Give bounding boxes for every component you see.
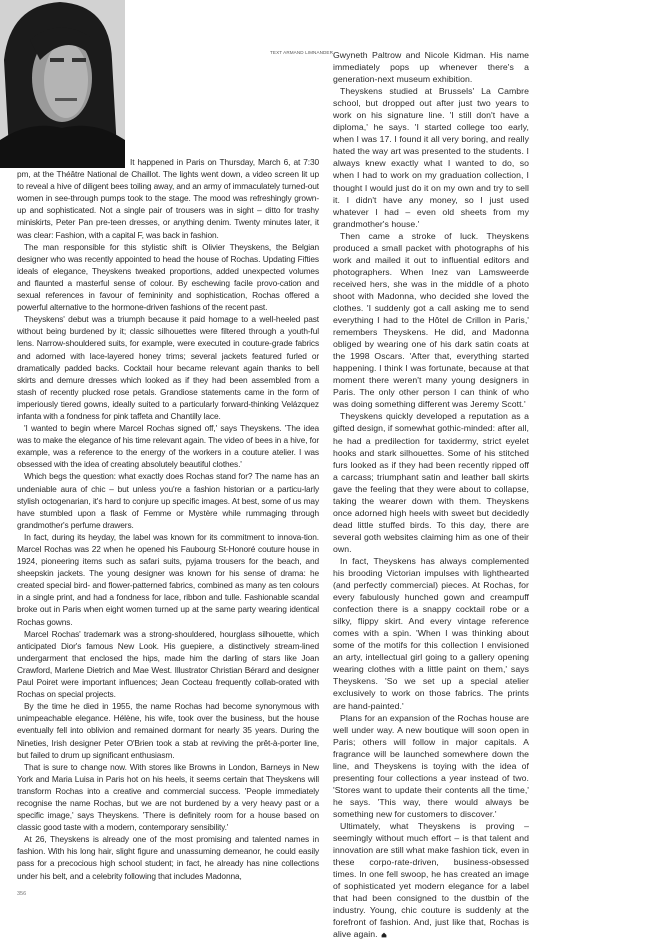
article-paragraph: Theyskens' debut was a triumph because it paid homage to a well-heeled past without being burdened by it; classic silhouettes were filtered through a youth-ful lens. Narrow-shouldered suits, for example, were executed in couture-grade fabrics and adorned with lace-layered honey trims; several jackets featured furled or dramatically padded backs. Cocktail hour became relevant again thanks to bell skirts and demure dresses which looked as if they had been assembled from a stash of recently plucked rose petals. Grandiose statements came in the form of imperiously tiered gowns, ideally suited to a particularly forward-thinking Velázquez infanta with a fondness for pink taffeta and Chantilly lace.: [17, 314, 319, 421]
article-paragraph: Then came a stroke of luck. Theyskens produced a small packet with photographs of his work and mailed it out to influential editors and photographers. When Inez van Lamsweerde received hers, she was in the middle of a photo shoot with Madonna, who decided she loved the clothes. 'I suddenly got a call asking me to send everything I had to the Hôtel de Crillon in Paris,' remembers Theyskens. He did, and Madonna obliged by wearing one of his dark satin coats at the 1998 Oscars. 'After that, everything started happening. I think I was fortunate, because at that moment there weren't many young designers in Paris. The only other person I can think of who was doing something different was Jeremy Scott.': [333, 230, 529, 410]
end-mark-icon: [381, 932, 387, 938]
article-right-column: [333, 49, 529, 940]
article-paragraph: In fact, Theyskens has always complemented his brooding Victorian impulses with lighthearted (and perfectly commercial) pieces. At Rochas, for every fabulously hunched gown and creampuff confection there is a snappy cocktail robe or a silky, flippy skirt. And every vintage reference comes with a spin. 'When I was thinking about some of the motifs for this collection I envisioned an arty, intellectual girl going to a gallery opening wearing clothes with a little paint on them,' says Theyskens. 'So we set up a special atelier exclusively to work on those fabrics. The prints are hand-painted.': [333, 555, 529, 711]
portrait-photo: [0, 0, 125, 168]
portrait-image: [0, 0, 125, 168]
author-credit: TEXT ARMAND LIMNANDER: [270, 50, 334, 55]
article-paragraph: Which begs the question: what exactly does Rochas stand for? The name has an undeniable aura of chic – but unless you're a fashion historian or a particu-larly stylish octogenarian, it's hard to conjure up specific images. At best, some of us may have stumbled upon a flask of Femme or Mystère while rummaging through grandmother's perfume drawers.: [17, 471, 319, 530]
article-paragraph: At 26, Theyskens is already one of the most promising and talented names in fashion. With his long hair, slight figure and unassuming demeanor, he could easily pass for a precocious high school student; in fact, he already has nine collections under his belt, and a celebrity following that includes Madonna,: [17, 834, 319, 881]
article-paragraph: Gwyneth Paltrow and Nicole Kidman. His name immediately pops up whenever there's a generation-next museum exhibition.: [333, 50, 529, 85]
article-paragraph: In fact, during its heyday, the label was known for its commitment to innova-tion. Marcel Rochas was 22 when he opened his Faubourg St-Honoré couture house in 1924, pioneering items such as safari suits, pyjama trousers for the beach, and sheepskin jackets. The young designer was known for his sense of drama: he created special bird- and flower-patterned fabrics, combined as many as ten colours in a single print, and had a fondness for lace, ribbon and tulle. Fashionable scandal broke out in Paris when eight women turned up at the same party wearing identical Rochas gowns.: [17, 531, 319, 627]
article-paragraph: 'I wanted to begin where Marcel Rochas signed off,' says Theyskens. 'The idea was to make the elegance of his time relevant again. The video of bees in a hive, for example, was a reference to the energy of the workers in a couture atelier. I was obsessed with the idea of creating absolutely beautiful clothes.': [17, 423, 319, 470]
article-paragraph-final: [333, 820, 529, 940]
article-paragraph: Marcel Rochas' trademark was a strong-shouldered, hourglass silhouette, which anticipated Dior's famous New Look. His guepiere, a distinctively stream-lined undergarment that enclosed the hips, made him the darling of stars like Joan Crawford, Marlene Dietrich and Mae West. Illustrator Christian Bérard and designer Paul Poiret were important influences; Jean Cocteau frequently collab-orated with Rochas on special projects.: [17, 628, 319, 700]
final-paragraph-text: Ultimately, what Theyskens is proving – seemingly without much effort – is that talent and innovation are still what make fashion tick, even in these corpo-rate-driven, business-obsessed times. In one fell swoop, he has created an image of sophisticated yet modern elegance for a label that had been consigned to the dustbin of the industry. Young, chic couture is suddenly at the forefront of fashion. And, just like that, Rochas is alive again.: [333, 821, 529, 940]
article-paragraph: Theyskens quickly developed a reputation as a gifted design, if somewhat gothic-minded: after all, he had a predilection for taxidermy, strict eyelet hooks and stark silhouettes. Some of his stitched furs looked as if they had been recently ripped off a carcass; triumphant satin and leather ball skirts gave the feeling that they were about to collapse, taking the wearer down with them. Theyskens once adorned high heels with sweet but decidedly dead little stuffed birds. To this day, there are several goth websites claiming him as one of their own.: [333, 411, 529, 554]
article-paragraph: That is sure to change now. With stores like Browns in London, Barneys in New York and Maria Luisa in Paris hot on his heels, it seems certain that Theyskens will transform Rochas into a creative and commercial success. 'People immediately recognise the name Rochas, but we are not burdened by a very heavy past or a specific image,' says Theyskens. 'There is definitely room for a house based on classic good taste with a modern, contemporary sensibility.': [17, 761, 319, 833]
article-paragraph: Theyskens studied at Brussels' La Cambre school, but dropped out after just two years to work on his signature line. 'I still don't have a diploma,' he says. 'I started college too early, when I was 17. I found it all very boring, and really hated the way art was presented to the students. I always knew exactly what I wanted to do, so when I had to work on my graduation collection, I thought I would just do it on my own and try to sell it. I didn't have any money, so I just used whatever I had – even old sheets from my grandmother's house.': [333, 86, 529, 229]
article-paragraph: It happened in Paris on Thursday, March 6, at 7:30 pm, at the Théâtre National de Chaillot. The lights went down, a video screen lit up to reveal a hive of diligent bees toiling away, and an army of immaculately turned-out women in see-through pumps took to the stage. The mood was refreshingly grown-up and sophisticated. Not a single pair of trousers was in sight – ditto for trashy miniskirts, Peter Pan pre-teen dresses, or anything denim. Twenty minutes later, it was clear: Fashion, with a capital F, was back in fashion.: [17, 157, 319, 240]
article-paragraph: Plans for an expansion of the Rochas house are well under way. A new boutique will soon open in Paris; others will follow in major capitals. A fragrance will be launched somewhere down the line, and Theyskens is toying with the idea of presenting four collections a year instead of two. 'Stores want to update their contents all the time,' he says. 'This way, there would always be something new for customers to discover.': [333, 712, 529, 819]
page-number: 356: [17, 891, 27, 897]
article-paragraph: The man responsible for this stylistic shift is Olivier Theyskens, the Belgian designer who was recently appointed to head the house of Rochas. Updating Fifties ideals of elegance, Theyskens tweaked proportions, added unexpected volumes and flaunted a masterful sense of colour. By eschewing facile provo-cation and sexual references in favour of femininity and sophistication, Rochas offered a powerful alternative to the hormone-driven fashions of the recent past.: [17, 241, 319, 313]
article-paragraph: By the time he died in 1955, the name Rochas had become synonymous with unimpeachable elegance. Hélène, his wife, took over the business, but the house eventually fell into oblivion and remained dormant for nearly 35 years. During the Nineties, Irish designer Peter O'Brien took a stab at reviving the prêt-à-porter line, but failed to drum up significant enthusiasm.: [17, 701, 319, 760]
article-left-column: [17, 156, 319, 882]
